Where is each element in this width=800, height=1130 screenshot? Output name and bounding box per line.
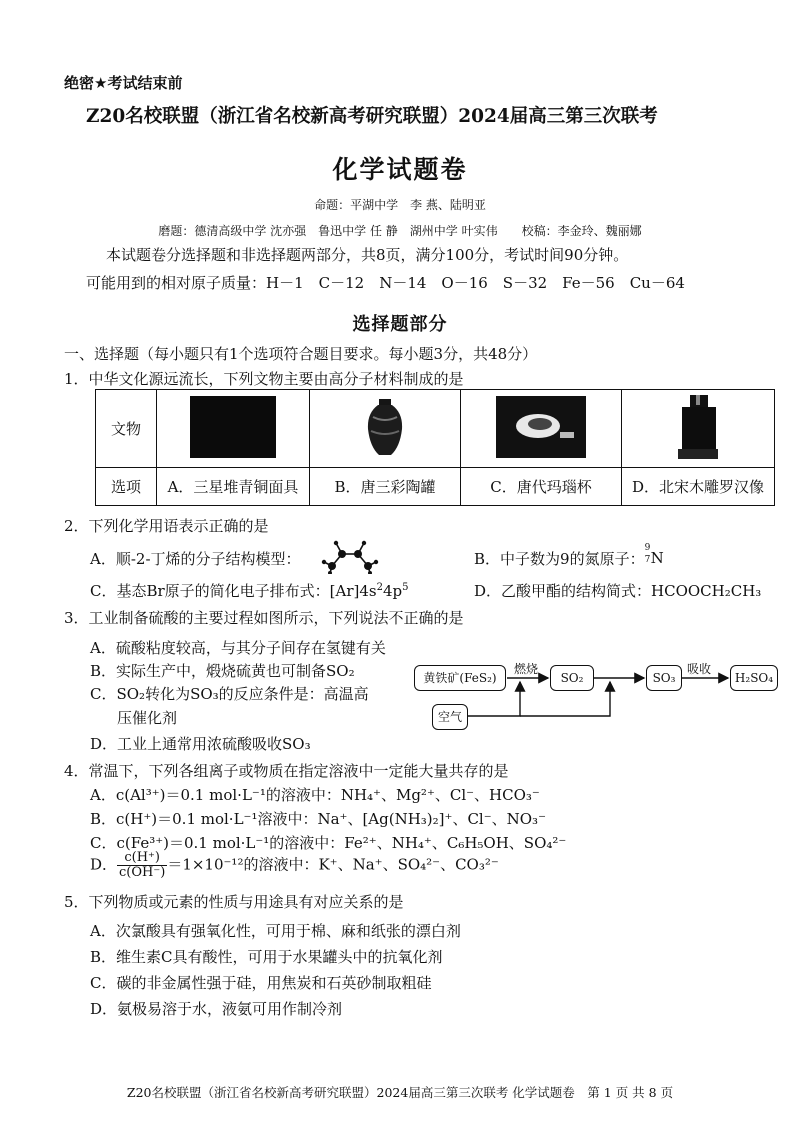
relic-row-label: 文物 [96,390,157,468]
section-title: 选择题部分 [352,314,448,335]
q2-option-d: D．乙酸甲酯的结构简式：HCOOCH₂CH₃ [474,582,762,600]
flow-box-h2so4: H₂SO₄ [730,665,778,691]
q2-option-b [474,543,664,569]
exam-intro: 本试题卷分选择题和非选择题两部分，共8页，满分100分，考试时间90分钟。 [106,246,629,264]
relic-image-b [310,390,461,468]
q4-d-label: D． [90,855,118,874]
q4-d-fraction [117,851,167,880]
flow-box-air: 空气 [432,704,468,730]
wooden-luohan-image [672,395,724,459]
agate-cup-image [496,396,586,458]
confidential-mark: 绝密★考试结束前 [64,74,183,92]
flow-box-so3: SO₃ [646,665,682,691]
q2-option-a: A．顺-2-丁烯的分子结构模型： [90,550,301,568]
flow-box-so2: SO₂ [550,665,594,691]
q1-option-a: A．三星堆青铜面具 [157,468,310,506]
q1-option-b: B．唐三彩陶罐 [310,468,461,506]
q2-stem: 2．下列化学用语表示正确的是 [64,517,269,535]
tang-pottery-jar-image [365,397,405,457]
q1-relic-table [95,389,775,506]
isotope-symbol: N [650,549,664,567]
q4-option-b: B．c(H⁺)＝0.1 mol·L⁻¹溶液中：Na⁺、[Ag(NH₃)₂]⁺、Cl⁻、NO₃⁻ [90,810,546,828]
flow-label-burn: 燃烧 [514,662,539,676]
q4-stem: 4．常温下，下列各组离子或物质在指定溶液中一定能大量共存的是 [64,762,509,780]
authors-line: 命题：平湖中学 李 燕、陆明亚 [314,198,486,212]
q3-option-d: D．工业上通常用浓硫酸吸收SO₃ [90,735,311,753]
relic-image-a [157,390,310,468]
relic-image-d [622,390,775,468]
isotope-mass-number: 9 [644,543,651,553]
q2-c-sup-2: 5 [402,582,409,593]
exam-title: Z20名校联盟（浙江省名校新高考研究联盟）2024届高三第三次联考 [86,106,658,127]
cis-2-butene-model [320,538,380,574]
q2-c-sup-1: 2 [376,582,383,593]
atomic-masses: 可能用到的相对原子质量：H－1 C－12 N－14 O－16 S－32 Fe－56 Cu－64 [86,274,685,292]
flow-label-absorb: 吸收 [687,662,712,676]
q5-option-c: C．碳的非金属性强于硅，用焦炭和石英砂制取粗硅 [90,974,432,992]
q1-option-c: C．唐代玛瑙杯 [461,468,622,506]
subject-title: 化学试题卷 [332,155,468,184]
q3-stem: 3．工业制备硫酸的主要过程如图所示，下列说法不正确的是 [64,609,464,627]
q5-option-a: A．次氯酸具有强氧化性，可用于棉、麻和纸张的漂白剂 [90,922,461,940]
q3-option-a: A．硫酸粘度较高，与其分子间存在氢键有关 [90,639,386,657]
q4-d-numerator: c(H⁺) [117,851,167,866]
q2-c-prefix: C．基态Br原子的简化电子排布式：[Ar]4s [90,582,377,600]
option-row-label: 选项 [96,468,157,506]
q4-option-d [90,851,499,880]
q5-stem: 5．下列物质或元素的性质与用途具有对应关系的是 [64,893,404,911]
bronze-mask-image [190,396,276,458]
page-footer: Z20名校联盟（浙江省名校新高考研究联盟）2024届高三第三次联考 化学试题卷 第 1 页 共 8 页 [126,1085,674,1100]
q3-option-c: C．SO₂转化为SO₃的反应条件是：高温高 [90,685,369,703]
q2-option-b-text: B．中子数为9的氮原子： [474,550,645,568]
q1-stem: 1．中华文化源远流长，下列文物主要由高分子材料制成的是 [64,370,464,388]
reviewers-line: 磨题：德清高级中学 沈亦强 鲁迅中学 任 静 湖州中学 叶实伟 校稿：李金玲、魏丽娜 [158,224,642,238]
q3-option-c-cont: 压催化剂 [117,709,178,727]
q2-c-mid: 4p [383,582,403,600]
isotope-atomic-number: 7 [644,555,651,565]
q1-option-d: D．北宋木雕罗汉像 [622,468,775,506]
section-instruction: 一、选择题（每小题只有1个选项符合题目要求。每小题3分，共48分） [64,345,538,363]
q4-d-rest: ＝1×10⁻¹²的溶液中：K⁺、Na⁺、SO₄²⁻、CO₃²⁻ [167,855,499,874]
q2-option-c [90,580,409,601]
relic-image-c [461,390,622,468]
q5-option-b: B．维生素C具有酸性，可用于水果罐头中的抗氧化剂 [90,948,443,966]
q4-option-c: C．c(Fe³⁺)＝0.1 mol·L⁻¹的溶液中：Fe²⁺、NH₄⁺、C₆H₅OH、SO₄²⁻ [90,834,567,852]
q4-option-a: A．c(Al³⁺)＝0.1 mol·L⁻¹的溶液中：NH₄⁺、Mg²⁺、Cl⁻、HCO₃⁻ [90,786,540,804]
q4-d-denominator: c(OH⁻) [119,865,166,880]
nitrogen-isotope [644,543,664,567]
q5-option-d: D．氨极易溶于水，液氨可用作制冷剂 [90,1000,343,1018]
q3-option-b: B．实际生产中，煅烧硫黄也可制备SO₂ [90,662,355,680]
flow-box-pyrite: 黄铁矿(FeS₂) [414,665,506,691]
